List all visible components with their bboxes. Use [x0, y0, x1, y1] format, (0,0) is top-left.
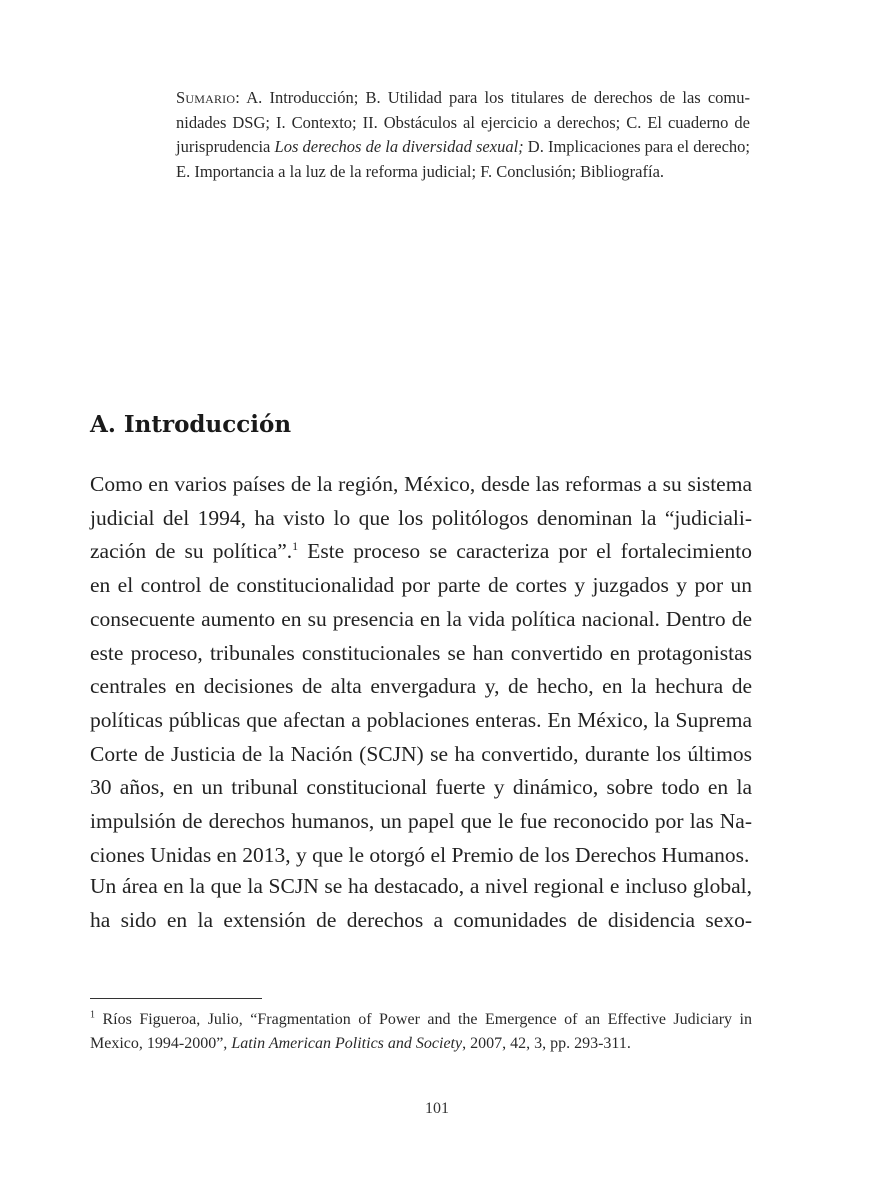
paragraph-1-line: consecuente aumento en su presencia en la vida política nacional. Dentro de	[90, 606, 752, 631]
summary-block	[176, 86, 750, 184]
summary-line-3a: de jurisprudencia	[176, 112, 750, 156]
paragraph-1-line: políticas públicas que afectan a poblaciones enteras. En México, la Suprema	[90, 707, 752, 732]
section-heading: A. Introducción	[90, 411, 292, 438]
summary-line-3b: D. Implicaciones para el	[523, 137, 690, 156]
footnote-divider	[90, 998, 262, 999]
summary-label: Sumario:	[176, 88, 241, 107]
paragraph-1-line: centrales en decisiones de alta envergadura y, de hecho, en la hechura de	[90, 674, 752, 699]
paragraph-1-line: este proceso, tribunales constitucionales se han convertido en protagonistas	[90, 640, 752, 665]
page-number: 101	[425, 1100, 449, 1117]
footnote-reference[interactable]: 1	[292, 539, 299, 554]
paragraph-1	[90, 468, 752, 872]
paragraph-1-line: en el control de constitucionalidad por parte de cortes y juzgados y por un	[90, 573, 752, 598]
paragraph-2-line: ha sido en la extensión de derechos a comunidades de disidencia sexo-	[90, 907, 752, 932]
summary-line-4: derecho; E. Importancia a la luz de la reforma judicial; F. Conclusión; Bibliografía.	[176, 137, 751, 181]
footnote-line-1	[90, 1008, 752, 1032]
paragraph-1-line	[90, 535, 752, 569]
paragraph-1-line: ciones Unidas en 2013, y que le otorgó el Premio de los Derechos Humanos.	[90, 842, 750, 867]
footnote-text-2a: Mexico, 1994-2000”,	[90, 1035, 232, 1052]
summary-line-3-italic: Los derechos de la diversidad sexual;	[274, 137, 524, 156]
footnote-text-2b: , 2007, 42, 3, pp. 293-311.	[462, 1035, 631, 1052]
paragraph-1-line-3b: Este proceso se caracteriza por el fortalecimiento	[298, 539, 752, 564]
paragraph-2-line: Un área en la que la SCJN se ha destacado, a nivel regional e incluso global,	[90, 874, 752, 898]
paragraph-1-line: 30 años, en un tribunal constitucional fuerte y dinámico, sobre todo en la	[90, 775, 752, 800]
paragraph-2	[90, 870, 752, 937]
summary-line-2: nidades DSG; I. Contexto; II. Obstáculos al ejercicio a derechos; C. El cuaderno	[176, 112, 729, 132]
footnote-marker: 1	[90, 1009, 95, 1021]
paragraph-1-line: Como en varios países de la región, México, desde las reformas a su sistema	[90, 472, 752, 496]
paragraph-1-line: judicial del 1994, ha visto lo que los politólogos denominan la “judiciali-	[90, 505, 752, 530]
footnote-journal: Latin American Politics and Society	[231, 1035, 463, 1052]
footnote-text-1: Ríos Figueroa, Julio, “Fragmentation of Power and the Emergence of an Effective Judiciary in	[95, 1011, 752, 1028]
paragraph-1-line: Corte de Justicia de la Nación (SCJN) se ha convertido, durante los últimos	[90, 741, 752, 766]
footnote-line-2	[90, 1032, 752, 1056]
paragraph-1-line-3a: zación de su política”.	[90, 539, 293, 564]
paragraph-1-line: impulsión de derechos humanos, un papel que le fue reconocido por las Na-	[90, 809, 752, 834]
summary-line-1: A. Introducción; B. Utilidad para los titulares de derechos de las comu-	[246, 88, 750, 107]
footnote	[90, 1008, 752, 1056]
